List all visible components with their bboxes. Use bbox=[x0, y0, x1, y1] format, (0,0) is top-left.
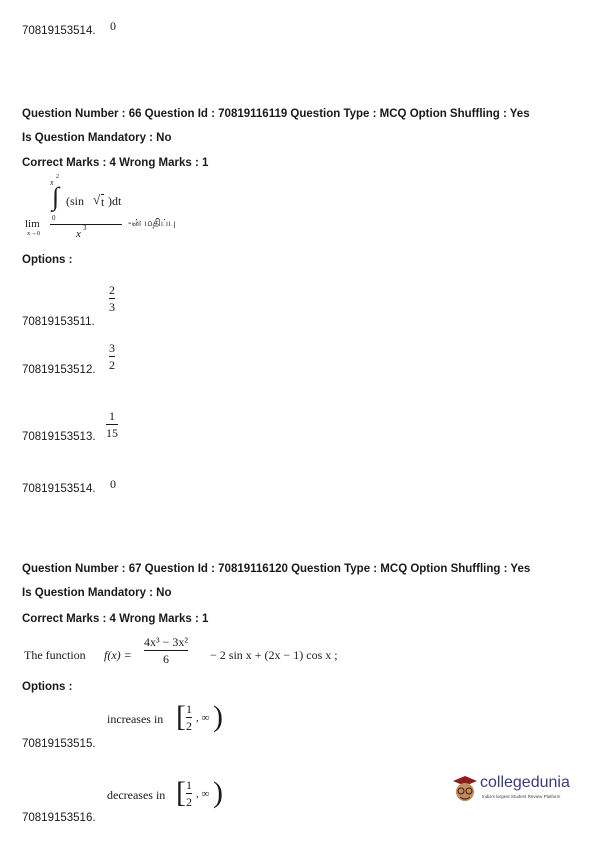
integrand-close: )dt bbox=[108, 194, 122, 208]
question-66-header: Question Number : 66 Question Id : 70819116119 Question Type : MCQ Option Shuffling : Yes bbox=[22, 108, 530, 120]
option-fraction bbox=[106, 410, 118, 439]
fraction-bar bbox=[186, 717, 192, 718]
option-id: 70819153514. bbox=[22, 25, 96, 37]
fraction-numerator: 4x³ − 3x² bbox=[144, 635, 188, 649]
stem-suffix: − 2 sin x + (2x − 1) cos x ; bbox=[210, 648, 338, 662]
denominator-exponent: 3 bbox=[83, 224, 87, 232]
fraction-denominator: 2 bbox=[186, 719, 192, 733]
logo-tagline: India's largest Student Review Platform bbox=[482, 794, 561, 799]
options-label: Options : bbox=[22, 254, 73, 266]
integrand-radicand: t bbox=[101, 195, 105, 209]
right-paren: ) bbox=[213, 700, 223, 733]
option-value: 0 bbox=[110, 477, 116, 491]
limit-subscript: x→0 bbox=[27, 230, 40, 237]
integral-sign: ∫ bbox=[52, 182, 60, 211]
fraction-denominator: 6 bbox=[162, 652, 169, 666]
stem-fraction bbox=[144, 636, 188, 665]
fraction-numerator: 3 bbox=[109, 341, 115, 355]
sqrt-sign: √ bbox=[93, 192, 101, 207]
upper-limit: x bbox=[50, 178, 54, 187]
option-fraction bbox=[109, 342, 115, 371]
fraction-bar bbox=[186, 793, 192, 794]
question-66-mandatory: Is Question Mandatory : No bbox=[22, 132, 172, 144]
fraction-denominator: 2 bbox=[109, 358, 115, 372]
right-paren: ) bbox=[213, 776, 223, 809]
function-name: f(x) = bbox=[104, 648, 132, 662]
question-67-header: Question Number : 67 Question Id : 70819116120 Question Type : MCQ Option Shuffling : Yes bbox=[22, 563, 531, 575]
question-67-marks: Correct Marks : 4 Wrong Marks : 1 bbox=[22, 613, 209, 625]
stem-prefix: The function bbox=[24, 648, 86, 662]
fraction-denominator: 2 bbox=[186, 795, 192, 809]
left-bracket: [ bbox=[176, 776, 186, 809]
fraction-bar bbox=[144, 650, 188, 651]
left-bracket: [ bbox=[176, 700, 186, 733]
fraction-numerator: 1 bbox=[186, 778, 192, 792]
interval-tail: , ∞ bbox=[196, 712, 210, 724]
denominator: x bbox=[76, 228, 81, 240]
lower-limit: 0 bbox=[52, 214, 56, 222]
fraction-numerator: 1 bbox=[186, 702, 192, 716]
fraction-numerator: 1 bbox=[109, 409, 115, 423]
option-fraction bbox=[186, 779, 192, 808]
tamil-text: -ன் மதிப்பு bbox=[128, 218, 176, 229]
integrand-open: (sin bbox=[66, 194, 84, 208]
fraction-numerator: 2 bbox=[109, 283, 115, 297]
option-text: decreases in bbox=[107, 788, 166, 802]
option-id: 70819153513. bbox=[22, 431, 96, 443]
question-66-marks: Correct Marks : 4 Wrong Marks : 1 bbox=[22, 157, 209, 169]
mascot-icon bbox=[452, 774, 478, 804]
option-value: 0 bbox=[110, 19, 116, 33]
option-id: 70819153514. bbox=[22, 483, 96, 495]
options-label: Options : bbox=[22, 681, 73, 693]
fraction-bar bbox=[109, 298, 115, 299]
option-text: increases in bbox=[107, 712, 164, 726]
fraction-denominator: 3 bbox=[109, 300, 115, 314]
question-66-formula bbox=[22, 174, 222, 244]
fraction-denominator: 15 bbox=[106, 426, 118, 440]
question-67-stem bbox=[24, 636, 444, 676]
option-fraction bbox=[186, 703, 192, 732]
limit-label: lim bbox=[25, 218, 40, 230]
option-id: 70819153512. bbox=[22, 364, 96, 376]
option-id: 70819153515. bbox=[22, 738, 96, 750]
option-id: 70819153511. bbox=[22, 316, 95, 328]
interval-tail: , ∞ bbox=[196, 788, 210, 800]
fraction-bar bbox=[109, 356, 115, 357]
fraction-bar bbox=[106, 424, 118, 425]
logo-name: collegedunia bbox=[480, 774, 570, 791]
option-id: 70819153516. bbox=[22, 812, 96, 824]
option-fraction bbox=[109, 284, 115, 313]
upper-limit-exponent: 2 bbox=[56, 174, 59, 180]
question-67-mandatory: Is Question Mandatory : No bbox=[22, 587, 172, 599]
collegedunia-logo bbox=[452, 770, 577, 810]
